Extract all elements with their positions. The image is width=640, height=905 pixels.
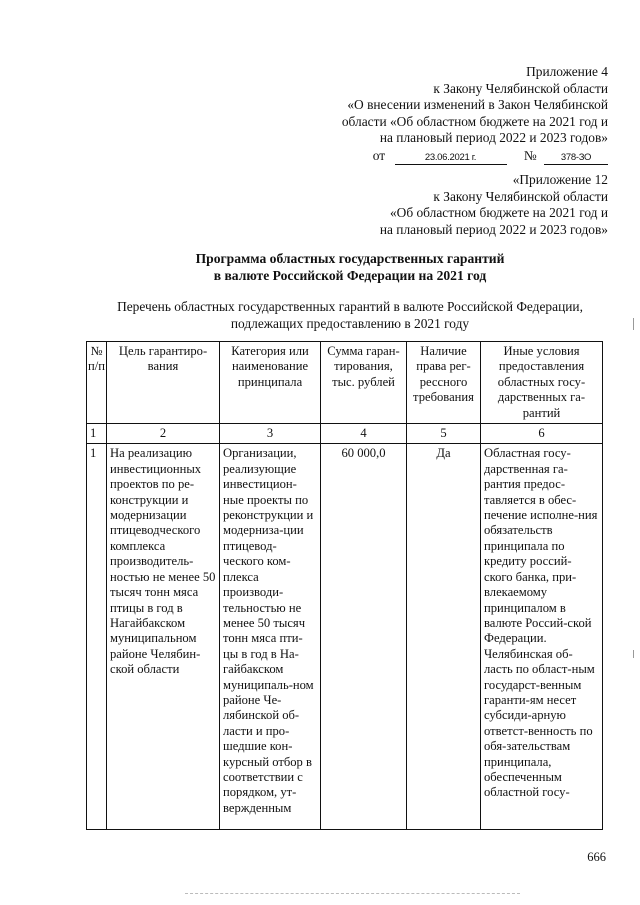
- appendix-12-line-1: «Приложение 12: [512, 172, 608, 187]
- law-number: 378-ЗО: [544, 151, 608, 165]
- appendix-12-line-4: на плановый период 2022 и 2023 годов»: [379, 221, 608, 237]
- law-date: 23.06.2021 г.: [395, 151, 507, 165]
- row-number-cell: 1: [87, 444, 107, 830]
- list-subtitle-line-2: подлежащих предоставлению в 2021 году: [230, 316, 470, 331]
- amount-cell: 60 000,0: [321, 444, 407, 830]
- appendix-4-line-4: области «Об областном бюджете на 2021 год и: [341, 113, 608, 129]
- list-subtitle: [0, 298, 640, 332]
- principal-cell: Организации, реализующие инвестицион-ные проекты по реконструкции и модерниза-ции птицевод-ческого ком-плекса производи-тельностью не менее 50 тысяч тонн мяса пти-цы в год в На-гайбакском муниципаль-ном районе Че-лябинской об-ласти и про-шедшие кон-курсный отбор в соответствии с порядком, ут-вержденным: [220, 444, 321, 830]
- column-number-cell: 1: [87, 424, 107, 444]
- column-number-cell: 5: [407, 424, 481, 444]
- header-cell-recourse: Наличие права рег-рессного требования: [407, 342, 481, 424]
- program-title-line-1: Программа областных государственных гарантий: [195, 251, 505, 266]
- column-number-cell: 4: [321, 424, 407, 444]
- date-number-line: [342, 148, 608, 165]
- header-cell-principal: Категория или наименование принципала: [220, 342, 321, 424]
- appendix-12-header: [380, 172, 608, 238]
- appendix-4-line-5: на плановый период 2022 и 2023 годов»: [379, 130, 608, 145]
- list-subtitle-line-1: Перечень областных государственных гарантий в валюте Российской Федерации,: [117, 299, 583, 314]
- column-number-cell: 2: [107, 424, 220, 444]
- column-number-cell: 6: [481, 424, 603, 444]
- page-number: 666: [587, 850, 606, 864]
- program-title-line-2: в валюте Российской Федерации на 2021 год: [213, 268, 487, 283]
- appendix-12-line-2: к Закону Челябинской области: [433, 188, 608, 204]
- header-cell-purpose: Цель гарантиро-вания: [107, 342, 220, 424]
- column-number-row: [87, 424, 603, 444]
- scan-bottom-rule: [185, 893, 520, 894]
- conditions-cell: Областная госу-дарственная га-рантия предос-тавляется в обес-печение исполне-ния обязательств принципала по кредиту россий-ского банка, при-влекаемому принципалом в валюте Россий-ской Федерации. Челябинская об-ласть по област-ным государст-венным гаранти-ям несет субсиди-арную ответст-венность по обя-зательствам принципала, обеспеченным областной госу-: [481, 444, 603, 830]
- appendix-4-line-2: к Закону Челябинской области: [433, 80, 608, 96]
- appendix-4-line-1: Приложение 4: [526, 64, 608, 79]
- scan-edge-mark: [633, 318, 634, 330]
- header-cell-number: № п/п: [87, 342, 107, 424]
- date-prefix: от: [372, 147, 386, 163]
- table-row: [87, 444, 603, 830]
- recourse-cell: Да: [407, 444, 481, 830]
- appendix-4-header: [342, 64, 608, 165]
- header-cell-conditions: Иные условия предоставления областных госу-дарственных га-рантий: [481, 342, 603, 424]
- appendix-4-line-3: «О внесении изменений в Закон Челябинской: [347, 97, 608, 112]
- number-prefix: №: [523, 147, 537, 163]
- purpose-cell: На реализацию инвестиционных проектов по ре-конструкции и модернизации птицеводческого комплекса производитель-ностью не менее 50 тысяч тонн мяса птицы в год в Нагайбакском муниципальном районе Челябин-ской области: [107, 444, 220, 830]
- header-cell-amount: Сумма гаран-тирования, тыс. рублей: [321, 342, 407, 424]
- program-title: [0, 250, 640, 284]
- guarantees-table: [86, 341, 603, 830]
- appendix-12-line-3: «Об областном бюджете на 2021 год и: [389, 205, 608, 220]
- scan-edge-mark: [633, 650, 634, 658]
- column-number-cell: 3: [220, 424, 321, 444]
- table-header-row: [87, 342, 603, 424]
